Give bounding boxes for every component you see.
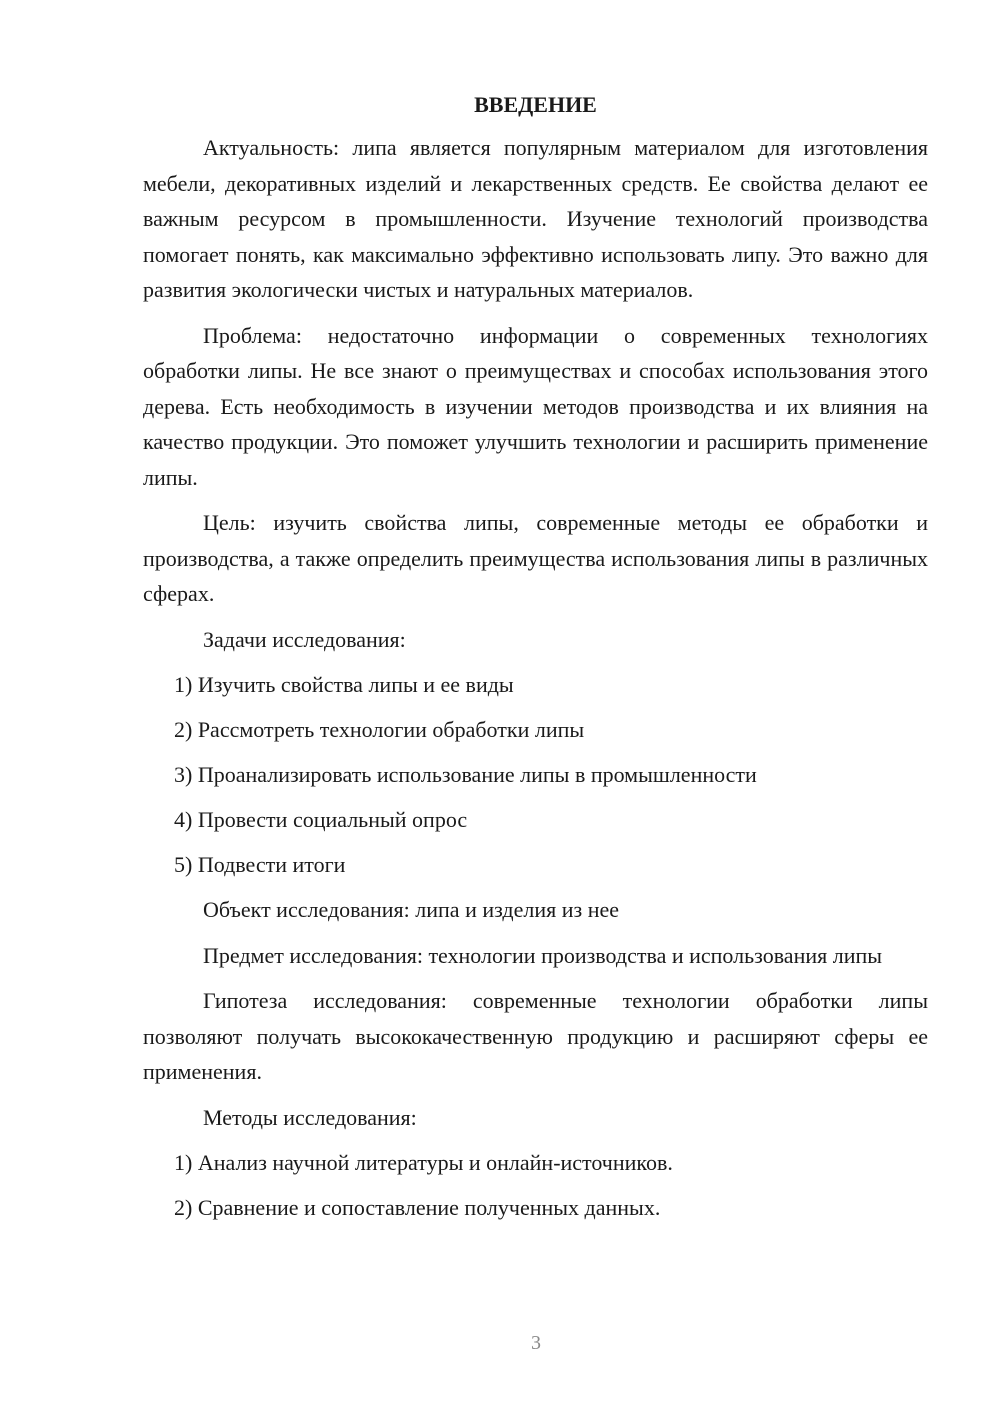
subject-paragraph: Предмет исследования: технологии производства и использования липы — [203, 942, 883, 968]
problem-paragraph: Проблема: недостаточно информации о современных технологиях обработки липы. Не все знают о преимуществах и способах использования этого дерева. Есть необходимость в изучении методов производства и их влияния на качество продукции. Это поможет улучшить технологии и расширить применение липы. — [143, 322, 928, 490]
relevance-paragraph: Актуальность: липа является популярным материалом для изготовления мебели, декоративных изделий и лекарственных средств. Ее свойства делают ее важным ресурсом в промышленности. Изучение технологий производства помогает понять, как максимально эффективно использовать липу. Это важно для развития экологически чистых и натуральных материалов. — [143, 135, 928, 302]
goal-paragraph: Цель: изучить свойства липы, современные методы ее обработки и производства, а также определить преимущества использования липы в различных сферах. — [143, 510, 928, 606]
object-line: Объект исследования: липа и изделия из нее — [203, 897, 620, 922]
list-item: 2) Рассмотреть технологии обработки липы — [174, 717, 585, 742]
list-item: 2) Сравнение и сопоставление полученных данных. — [174, 1195, 661, 1220]
tasks-heading: Задачи исследования: — [203, 626, 406, 652]
methods-list — [143, 1145, 928, 1226]
page-number: 3 — [531, 1332, 541, 1354]
list-item: 4) Провести социальный опрос — [174, 807, 468, 832]
list-item: 1) Анализ научной литературы и онлайн-источников. — [174, 1150, 673, 1175]
hypothesis-paragraph: Гипотеза исследования: современные технологии обработки липы позволяют получать высококачественную продукцию и расширяют сферы ее применения. — [143, 988, 928, 1084]
document-body — [143, 90, 928, 1235]
methods-heading: Методы исследования: — [203, 1104, 417, 1130]
page-title: ВВЕДЕНИЕ — [474, 92, 597, 117]
list-item: 1) Изучить свойства липы и ее виды — [174, 672, 514, 697]
tasks-list — [143, 667, 928, 883]
list-item: 3) Проанализировать использование липы в промышленности — [174, 762, 757, 787]
list-item: 5) Подвести итоги — [174, 852, 346, 877]
